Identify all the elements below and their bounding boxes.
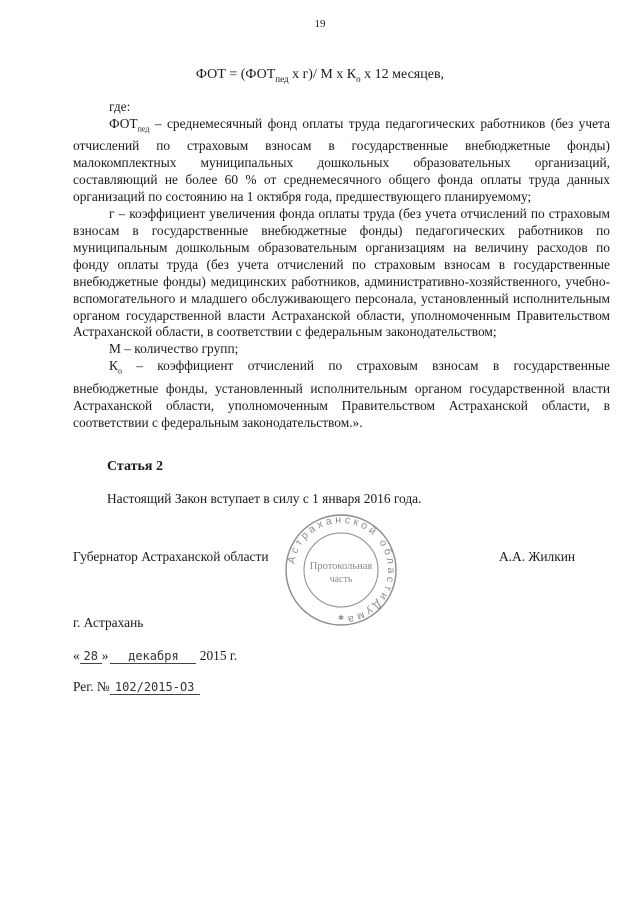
- formula-rhs: х г)/ М х К: [288, 67, 357, 82]
- city: г. Астрахань: [73, 615, 144, 630]
- formula-lhs: ФОТ = (ФОТ: [195, 67, 276, 82]
- signatory-name: А.А. Жилкин: [499, 549, 576, 564]
- signatory-role: Губернатор Астраханской области: [73, 549, 269, 564]
- definition-k: [73, 358, 610, 431]
- registration-value: 102/2015-ОЗ: [110, 681, 200, 695]
- formula-tail: х 12 месяцев,: [360, 67, 445, 82]
- seal-ring-textpath: Астраханской областиДума: [285, 513, 398, 626]
- date-year: 2015 г.: [199, 648, 238, 663]
- formula-subscript: пед: [275, 73, 289, 84]
- effective-date-text: Настоящий Закон вступает в силу с 1 января 2016 года.: [107, 491, 422, 506]
- date-close-quote: »: [101, 648, 109, 663]
- where-label: где:: [109, 99, 131, 114]
- article-heading: Статья 2: [107, 459, 163, 474]
- definition-fot: [73, 116, 610, 206]
- seal-stamp: [283, 512, 399, 628]
- registration-number: [73, 679, 200, 695]
- date-day: 28: [80, 650, 102, 664]
- formula-subscript-2: о: [356, 73, 361, 84]
- signing-date: [73, 648, 237, 664]
- k-symbol: К: [109, 358, 118, 374]
- fot-subscript: пед: [137, 124, 150, 134]
- formula: [0, 67, 640, 84]
- seal-line-2: часть: [329, 574, 353, 585]
- k-text: – коэффициент отчислений по страховым взносам в государственные внебюджетные фонды, установленный исполнительным органом государственной власти Астраханской области, уполномоченным Правительством Астраханской области, в соответствии с федеральным законодательством.».: [73, 358, 610, 430]
- fot-text: – среднемесячный фонд оплаты труда педагогических работников (без учета отчислений по страховым взносам в государственные внебюджетные фонды) малокомплектных муниципальных дошкольных образовательных организаций, составляющий не более 60 % от среднемесячного общего фонда оплаты труда данных организаций по состоянию на 1 октября года, предшествующего планируемому;: [73, 115, 610, 205]
- fot-symbol: ФОТ: [109, 115, 138, 131]
- date-open-quote: «: [73, 648, 80, 663]
- definition-g: г – коэффициент увеличения фонда оплаты труда (без учета отчислений по страховым взносам в государственные внебюджетные фонды) педагогических работников по муниципальным дошкольным образовательным организациям на величину расходов по фонду оплаты труда (без учета отчислений по страховым взносам в государственные внебюджетные фонды) медицинских работников, административно-хозяйственного, учебно-вспомогательного и младшего обслуживающего персонала, установленный исполнительным органом государственной власти Астраханской области, уполномоченным Правительством Астраханской области, в соответствии с федеральным законодательством;: [73, 206, 610, 340]
- definition-m: М – количество групп;: [109, 341, 239, 357]
- date-month: декабря: [110, 650, 196, 664]
- k-subscript: о: [117, 366, 122, 376]
- page-number: 19: [314, 18, 326, 30]
- registration-prefix: Рег. №: [73, 679, 110, 694]
- seal-line-1: Протокольная: [309, 561, 373, 572]
- seal-star-icon: ✱: [338, 614, 344, 622]
- definitions-block: [73, 90, 610, 432]
